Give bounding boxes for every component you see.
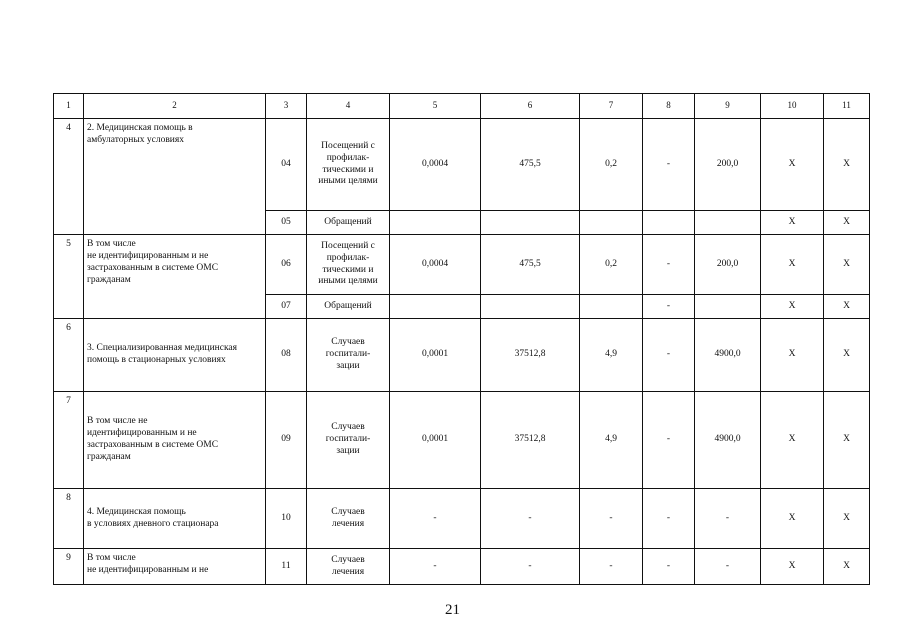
unit-line: Посещений с <box>321 240 375 251</box>
row-name <box>84 549 266 585</box>
name-line: 3. Специализированная медицинская <box>87 343 238 354</box>
value-cell: - <box>695 549 761 585</box>
unit-line: Случаев <box>331 554 365 565</box>
value-cell: Х <box>824 295 870 319</box>
header-cell: 10 <box>761 94 824 119</box>
value-cell: Х <box>761 119 824 211</box>
name-line: идентифицированным и не <box>87 428 197 439</box>
value-cell <box>695 211 761 235</box>
table-row <box>54 235 870 295</box>
value-cell: 475,5 <box>481 235 580 295</box>
value-cell: 0,0004 <box>390 235 481 295</box>
table-row <box>54 119 870 211</box>
row-name <box>84 392 266 489</box>
unit-cell <box>307 549 390 585</box>
value-cell: - <box>481 549 580 585</box>
value-cell: - <box>580 549 643 585</box>
value-cell: 4900,0 <box>695 319 761 392</box>
header-cell: 7 <box>580 94 643 119</box>
value-cell: Х <box>824 235 870 295</box>
value-cell: - <box>643 295 695 319</box>
header-cell: 8 <box>643 94 695 119</box>
value-cell: Х <box>824 489 870 549</box>
name-line: В том числе <box>87 239 136 249</box>
name-line: 2. Медицинская помощь в <box>87 123 193 133</box>
header-cell: 6 <box>481 94 580 119</box>
header-row <box>54 94 870 119</box>
row-code: 11 <box>266 549 307 585</box>
value-cell: 37512,8 <box>481 319 580 392</box>
value-cell: 4,9 <box>580 392 643 489</box>
unit-line: иными целями <box>318 176 378 187</box>
unit-cell <box>307 119 390 211</box>
row-code: 09 <box>266 392 307 489</box>
value-cell: Х <box>761 295 824 319</box>
value-cell: - <box>390 549 481 585</box>
unit-cell <box>307 392 390 489</box>
name-line: застрахованным в системе ОМС <box>87 262 219 273</box>
name-line: застрахованным в системе ОМС <box>87 440 219 450</box>
value-cell: Х <box>824 549 870 585</box>
value-cell: Х <box>761 489 824 549</box>
value-cell <box>643 211 695 235</box>
header-cell: 5 <box>390 94 481 119</box>
unit-line: зации <box>336 360 360 371</box>
value-cell: 475,5 <box>481 119 580 211</box>
value-cell <box>580 211 643 235</box>
name-line: помощь в стационарных условиях <box>87 355 226 365</box>
value-cell: - <box>643 549 695 585</box>
table-row <box>54 489 870 549</box>
value-cell <box>481 295 580 319</box>
row-number: 4 <box>54 119 84 235</box>
name-line: в условиях дневного стационара <box>87 518 219 529</box>
row-code: 06 <box>266 235 307 295</box>
unit-line: зации <box>336 445 360 456</box>
row-code: 04 <box>266 119 307 211</box>
unit-line: лечения <box>331 518 365 529</box>
row-number: 7 <box>54 392 84 489</box>
unit-line: профилак- <box>326 152 370 163</box>
data-table <box>53 93 870 585</box>
row-code: 10 <box>266 489 307 549</box>
header-cell: 3 <box>266 94 307 119</box>
row-name <box>84 319 266 392</box>
row-number: 6 <box>54 319 84 392</box>
value-cell: Х <box>761 319 824 392</box>
header-cell: 9 <box>695 94 761 119</box>
table-row <box>54 549 870 585</box>
unit-cell: Обращений <box>307 211 390 235</box>
value-cell: - <box>695 489 761 549</box>
row-number: 5 <box>54 235 84 319</box>
row-number: 9 <box>54 549 84 585</box>
unit-line: профилак- <box>326 252 370 263</box>
unit-line: Случаев <box>331 422 365 433</box>
row-code: 05 <box>266 211 307 235</box>
value-cell: 4900,0 <box>695 392 761 489</box>
page-number: 21 <box>445 602 460 618</box>
unit-line: госпитали- <box>325 349 371 360</box>
unit-line: Случаев <box>331 337 365 348</box>
name-line: амбулаторных условиях <box>87 134 185 145</box>
value-cell: - <box>390 489 481 549</box>
value-cell <box>390 295 481 319</box>
value-cell: - <box>481 489 580 549</box>
row-name <box>84 235 266 319</box>
unit-line: лечения <box>331 566 365 577</box>
value-cell <box>695 295 761 319</box>
unit-cell: Обращений <box>307 295 390 319</box>
value-cell: - <box>643 489 695 549</box>
unit-line: Посещений с <box>321 140 375 151</box>
value-cell: 37512,8 <box>481 392 580 489</box>
value-cell <box>481 211 580 235</box>
unit-line: госпитали- <box>325 434 371 445</box>
row-code: 07 <box>266 295 307 319</box>
unit-line: Случаев <box>331 506 365 517</box>
value-cell: - <box>643 119 695 211</box>
row-number: 8 <box>54 489 84 549</box>
value-cell: 0,2 <box>580 119 643 211</box>
value-cell: 0,0001 <box>390 319 481 392</box>
header-cell: 1 <box>54 94 84 119</box>
row-code: 08 <box>266 319 307 392</box>
value-cell <box>390 211 481 235</box>
value-cell: 0,0004 <box>390 119 481 211</box>
value-cell: Х <box>761 235 824 295</box>
value-cell: 200,0 <box>695 119 761 211</box>
table-row <box>54 319 870 392</box>
unit-cell <box>307 489 390 549</box>
value-cell: - <box>643 235 695 295</box>
value-cell: 200,0 <box>695 235 761 295</box>
unit-cell <box>307 235 390 295</box>
table-row <box>54 392 870 489</box>
value-cell: Х <box>761 211 824 235</box>
value-cell: Х <box>761 549 824 585</box>
value-cell: Х <box>824 211 870 235</box>
unit-line: иными целями <box>318 276 378 287</box>
row-name <box>84 489 266 549</box>
value-cell: 0,0001 <box>390 392 481 489</box>
header-cell: 2 <box>84 94 266 119</box>
name-line: гражданам <box>87 274 131 285</box>
unit-line: тическими и <box>322 164 374 175</box>
value-cell: - <box>580 489 643 549</box>
value-cell <box>580 295 643 319</box>
row-name <box>84 119 266 235</box>
value-cell: Х <box>824 119 870 211</box>
unit-cell <box>307 319 390 392</box>
value-cell: Х <box>824 392 870 489</box>
name-line: гражданам <box>87 451 131 462</box>
value-cell: - <box>643 392 695 489</box>
value-cell: Х <box>761 392 824 489</box>
unit-line: тическими и <box>322 264 374 275</box>
value-cell: Х <box>824 319 870 392</box>
value-cell: 0,2 <box>580 235 643 295</box>
value-cell: 4,9 <box>580 319 643 392</box>
header-cell: 11 <box>824 94 870 119</box>
header-cell: 4 <box>307 94 390 119</box>
name-line: В том числе не <box>87 416 148 427</box>
name-line: В том числе <box>87 553 136 563</box>
name-line: 4. Медицинская помощь <box>87 506 186 517</box>
name-line: не идентифицированным и не <box>87 564 209 575</box>
name-line: не идентифицированным и не <box>87 250 209 261</box>
value-cell: - <box>643 319 695 392</box>
